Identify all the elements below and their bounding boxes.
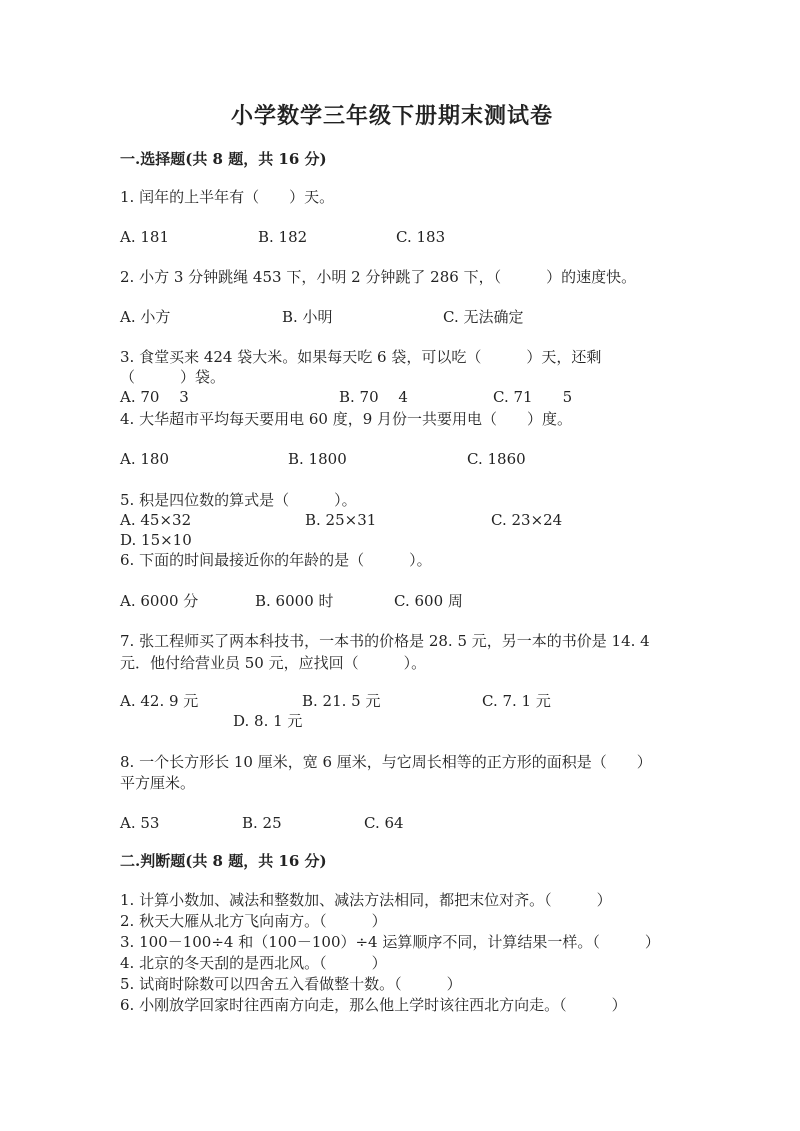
q1-stem: 1. 闰年的上半年有（ ）天。 (120, 188, 335, 206)
q2-option-b: B. 小明 (282, 308, 333, 326)
q2-stem: 2. 小方 3 分钟跳绳 453 下，小明 2 分钟跳了 286 下，（ ）的速度快。 (120, 268, 637, 286)
q4-option-a: A. 180 (120, 450, 169, 468)
q5-option-a: A. 45×32 (120, 511, 192, 529)
judge-item-2: 2. 秋天大雁从北方飞向南方。（ ） (120, 912, 387, 930)
q5-option-c: C. 23×24 (491, 511, 563, 529)
judge-item-5: 5. 试商时除数可以四舍五入看做整十数。（ ） (120, 975, 462, 993)
page-title: 小学数学三年级下册期末测试卷 (231, 103, 554, 129)
q4-option-b: B. 1800 (288, 450, 347, 468)
q7-stem-continued: 元．他付给营业员 50 元，应找回（ ）。 (120, 654, 427, 672)
q4-stem: 4. 大华超市平均每天要用电 60 度，9 月份一共要用电（ ）度。 (120, 410, 573, 428)
judge-item-4: 4. 北京的冬天刮的是西北风。（ ） (120, 954, 387, 972)
q6-option-c: C. 600 周 (394, 592, 463, 610)
q3-stem: 3. 食堂买来 424 袋大米。如果每天吃 6 袋，可以吃（ ）天，还剩 (120, 348, 602, 366)
q8-option-b: B. 25 (242, 814, 282, 832)
q5-option-d: D. 15×10 (120, 531, 192, 549)
q1-option-c: C. 183 (396, 228, 446, 246)
q4-option-c: C. 1860 (467, 450, 526, 468)
q2-option-a: A. 小方 (120, 308, 171, 326)
judge-item-3: 3. 100－100÷4 和（100－100）÷4 运算顺序不同，计算结果一样。（ ） (120, 933, 660, 951)
q3-stem-continued: （ ）袋。 (120, 368, 226, 386)
q7-option-d: D. 8. 1 元 (233, 712, 303, 730)
q7-option-c: C. 7. 1 元 (482, 692, 551, 710)
judge-item-6: 6. 小刚放学回家时往西南方向走，那么他上学时该往西北方向走。（ ） (120, 996, 627, 1014)
q8-stem-continued: 平方厘米。 (120, 774, 196, 792)
q2-option-c: C. 无法确定 (443, 308, 524, 326)
q7-option-a: A. 42. 9 元 (120, 692, 199, 710)
q8-option-a: A. 53 (120, 814, 160, 832)
q1-option-b: B. 182 (258, 228, 308, 246)
judge-item-1: 1. 计算小数加、减法和整数加、减法方法相同，都把末位对齐。（ ） (120, 891, 612, 909)
q6-option-b: B. 6000 时 (255, 592, 334, 610)
section-1-heading: 一.选择题(共 8 题，共 16 分) (120, 150, 327, 168)
q3-option-b: B. 70 4 (339, 388, 408, 406)
q1-option-a: A. 181 (120, 228, 169, 246)
q3-option-c: C. 71 5 (493, 388, 573, 406)
section-2-heading: 二.判断题(共 8 题，共 16 分) (120, 852, 327, 870)
q5-stem: 5. 积是四位数的算式是（ ）。 (120, 491, 357, 509)
q7-option-b: B. 21. 5 元 (302, 692, 381, 710)
q5-option-b: B. 25×31 (305, 511, 377, 529)
q8-stem: 8. 一个长方形长 10 厘米，宽 6 厘米，与它周长相等的正方形的面积是（ ） (120, 753, 652, 771)
q7-stem: 7. 张工程师买了两本科技书，一本书的价格是 28. 5 元，另一本的书价是 14. 4 (120, 632, 650, 650)
q3-option-a: A. 70 3 (120, 388, 189, 406)
q8-option-c: C. 64 (364, 814, 404, 832)
q6-option-a: A. 6000 分 (120, 592, 199, 610)
q6-stem: 6. 下面的时间最接近你的年龄的是（ ）。 (120, 551, 432, 569)
